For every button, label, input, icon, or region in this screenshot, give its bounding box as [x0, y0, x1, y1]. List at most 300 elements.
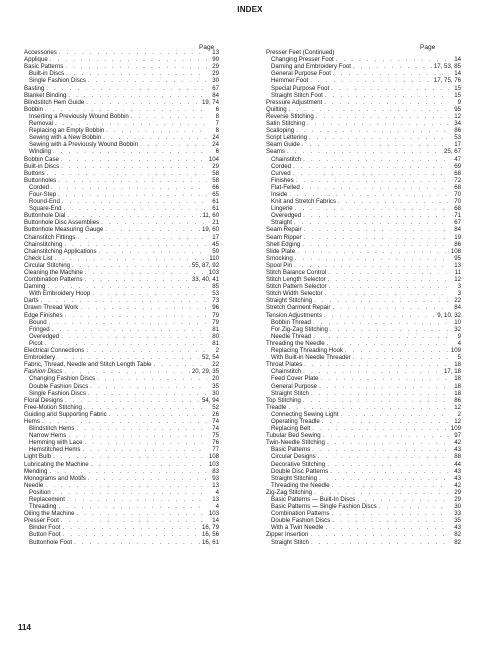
index-subentry	[24, 141, 219, 148]
entry-label: Removal	[29, 120, 54, 128]
index-entry	[266, 226, 461, 233]
dot-leader	[331, 85, 449, 92]
entry-page-ref: 7	[215, 120, 219, 128]
index-subentry	[266, 85, 461, 92]
index-subentry	[266, 411, 461, 418]
dot-leader	[85, 276, 190, 283]
entry-page-ref: 52	[212, 403, 219, 411]
index-entry	[24, 482, 219, 489]
dot-leader	[311, 539, 449, 546]
dot-leader	[296, 127, 449, 134]
entry-label: Fabric, Thread, Needle and Stitch Length Table	[24, 361, 152, 369]
entry-page-ref: 22	[212, 361, 219, 369]
entry-page-ref: 15	[454, 84, 461, 92]
entry-page-ref: 19, 74	[202, 98, 219, 106]
entry-label: Feed Cover Plate	[271, 375, 319, 383]
dot-leader	[61, 333, 207, 340]
index-entry	[24, 106, 219, 113]
entry-page-ref: 16, 61	[202, 538, 219, 546]
dot-leader	[289, 106, 449, 113]
entry-page-ref: 58	[212, 169, 219, 177]
index-subentry	[24, 205, 219, 212]
entry-label: Corded	[271, 162, 291, 170]
entry-label: Basic Patterns — Built-In Discs	[271, 496, 356, 503]
entry-label: Changing Presser Foot	[271, 56, 334, 64]
dot-leader	[293, 170, 449, 177]
page-number: 114	[18, 623, 31, 632]
entry-page-ref: 61	[212, 198, 219, 206]
index-entry	[24, 212, 219, 219]
index-entry	[24, 411, 219, 418]
dot-leader	[47, 283, 207, 290]
entry-label: Spool Pin	[266, 261, 293, 269]
dot-leader	[85, 269, 207, 276]
dot-leader	[88, 77, 207, 84]
entry-page-ref: 81	[212, 339, 219, 347]
dot-leader	[289, 191, 449, 198]
entry-page-ref: 84	[454, 226, 461, 234]
dot-leader	[63, 524, 201, 531]
dot-leader	[41, 297, 207, 304]
entry-page-ref: 90	[212, 56, 219, 64]
index-entry	[24, 297, 219, 304]
dot-leader	[325, 92, 449, 99]
index-subentry	[266, 418, 461, 425]
dot-leader	[54, 255, 207, 262]
header-spacer	[24, 42, 219, 49]
entry-page-ref: 29	[212, 70, 219, 78]
entry-page-ref: 35	[454, 517, 461, 525]
entry-page-ref: 6	[215, 105, 219, 113]
dot-leader	[65, 312, 207, 319]
entry-page-ref: 86	[454, 396, 461, 404]
dot-leader	[319, 383, 449, 390]
index-entry	[266, 290, 461, 297]
entry-page-ref: 32	[454, 325, 461, 333]
entry-page-ref: 13	[454, 261, 461, 269]
index-entry	[266, 49, 461, 56]
entry-page-ref: 52, 54	[202, 354, 219, 362]
entry-label: Combination Patterns	[271, 510, 330, 518]
header-spacer	[266, 42, 461, 49]
index-subentry	[266, 510, 461, 517]
dot-leader	[328, 276, 449, 283]
index-entry	[24, 262, 219, 269]
entry-page-ref: 88	[454, 453, 461, 461]
entry-label: Reverse Stitching	[266, 112, 314, 120]
dot-leader	[294, 262, 449, 269]
entry-label: Drawn Thread Work	[24, 304, 79, 312]
index-entry	[24, 397, 219, 404]
entry-page-ref: 74	[212, 417, 219, 425]
entry-label: Tubular Bed Sewing	[266, 432, 321, 440]
dot-leader	[295, 205, 449, 212]
index-subentry	[266, 326, 461, 333]
entry-label: Needle	[24, 481, 44, 489]
dot-leader	[105, 226, 200, 233]
entry-page-ref: 13	[212, 481, 219, 489]
dot-leader	[65, 397, 200, 404]
dot-leader	[332, 482, 449, 489]
index-entry	[24, 354, 219, 361]
entry-page-ref: 110	[209, 254, 219, 262]
entry-label: Bobbin Thread	[271, 318, 311, 326]
entry-label: Blindstitch Hems	[29, 425, 75, 433]
entry-page-ref: 4	[215, 503, 219, 511]
dot-leader	[59, 49, 207, 56]
index-entry	[24, 163, 219, 170]
index-entry	[24, 404, 219, 411]
dot-leader	[332, 510, 449, 517]
entry-page-ref: 67	[212, 84, 219, 92]
index-subentry	[24, 326, 219, 333]
dot-leader	[307, 120, 449, 127]
dot-leader	[316, 113, 449, 120]
entry-label: Pressure Adjustment	[266, 98, 323, 106]
entry-label: Threading the Needle	[271, 481, 330, 489]
entry-label: Replacing Threading Hook	[271, 347, 344, 355]
entry-label: Seams	[266, 148, 285, 156]
dot-leader	[304, 226, 449, 233]
index-subentry	[266, 475, 461, 482]
entry-label: Knit and Stretch Fabrics	[271, 198, 337, 206]
index-subentry	[266, 77, 461, 84]
entry-page-ref: 103	[208, 269, 219, 276]
entry-label: Buttonholes	[24, 176, 57, 184]
index-column-left	[24, 42, 219, 546]
index-subentry	[24, 77, 219, 84]
entry-label: Basic Patterns	[271, 446, 311, 454]
entry-page-ref: 13	[212, 496, 219, 503]
index-subentry	[266, 390, 461, 397]
entry-page-ref: 96	[212, 304, 219, 312]
dot-leader	[324, 312, 435, 319]
index-entry	[24, 312, 219, 319]
index-entry	[24, 368, 219, 375]
entry-page-ref: 79	[212, 318, 219, 326]
dot-leader	[65, 63, 207, 70]
index-entry	[24, 347, 219, 354]
entry-page-ref: 44	[454, 460, 461, 468]
entry-page-ref: 29	[212, 162, 219, 170]
dot-leader	[64, 241, 207, 248]
entry-label: Basting	[24, 84, 45, 92]
index-entry	[266, 361, 461, 368]
entry-label: Narrow Hems	[29, 432, 67, 440]
entry-label: Buttonhole Measuring Gauge	[24, 226, 104, 234]
index-entry	[266, 269, 461, 276]
dot-leader	[332, 304, 449, 311]
entry-label: Floral Designs	[24, 396, 63, 404]
dot-leader	[72, 262, 190, 269]
index-subentry	[24, 113, 219, 120]
entry-label: Corded	[29, 183, 49, 191]
index-entry	[24, 177, 219, 184]
index-subentry	[266, 368, 461, 375]
index-subentry	[266, 184, 461, 191]
index-subentry	[266, 383, 461, 390]
entry-label: Top Stitching	[266, 396, 301, 404]
index-entry	[24, 226, 219, 233]
entry-page-ref: 66	[212, 183, 219, 191]
entry-label: Darning and Embroidery Foot	[271, 63, 351, 71]
index-subentry	[266, 453, 461, 460]
entry-page-ref: 103	[208, 510, 219, 518]
index-subentry	[24, 198, 219, 205]
index-subentry	[24, 489, 219, 496]
index-entry	[24, 63, 219, 70]
entry-label: Blanket Binding	[24, 91, 67, 99]
index-entry	[266, 340, 461, 347]
index-subentry	[266, 212, 461, 219]
index-subentry	[24, 390, 219, 397]
entry-page-ref: 95	[454, 254, 461, 262]
entry-page-ref: 9	[457, 98, 461, 106]
dot-leader	[92, 290, 207, 297]
index-entry	[266, 432, 461, 439]
index-subentry	[266, 482, 461, 489]
index-entry	[266, 248, 461, 255]
entry-label: Edge Finishes	[24, 311, 63, 319]
page-column-header-left: Page	[199, 44, 215, 51]
entry-page-ref: 17, 75, 76	[433, 77, 461, 85]
entry-page-ref: 71	[454, 212, 461, 220]
entry-page-ref: 47	[454, 155, 461, 163]
index-entry	[266, 106, 461, 113]
dot-leader	[58, 177, 207, 184]
entry-label: Four-Step	[29, 190, 57, 198]
dot-leader	[63, 531, 201, 538]
entry-page-ref: 14	[212, 517, 219, 525]
dot-leader	[99, 248, 208, 255]
index-entry	[24, 99, 219, 106]
entry-label: Straight Stitch	[271, 389, 309, 397]
entry-page-ref: 68	[454, 205, 461, 213]
index-subentry	[24, 191, 219, 198]
index-entry	[24, 510, 219, 517]
entry-label: Presser Feet (Continued)	[266, 49, 335, 57]
entry-page-ref: 21	[212, 219, 219, 227]
index-subentry	[24, 340, 219, 347]
entry-page-ref: 30	[212, 389, 219, 397]
dot-leader	[45, 340, 207, 347]
dot-leader	[91, 461, 207, 468]
index-subentry	[266, 170, 461, 177]
index-entry	[266, 276, 461, 283]
entry-page-ref: 12	[454, 112, 461, 120]
entry-label: Seam Repair	[266, 226, 302, 234]
entry-label: Basic Patterns — Single Fashion Discs	[271, 503, 377, 511]
entry-page-ref: 17	[454, 141, 461, 149]
dot-leader	[312, 425, 449, 432]
dot-leader	[106, 127, 207, 134]
dot-leader	[45, 106, 207, 113]
dot-leader	[61, 163, 207, 170]
dot-leader	[379, 503, 449, 510]
entry-page-ref: 85	[212, 283, 219, 291]
entry-page-ref: 4	[457, 339, 461, 347]
index-subentry	[266, 461, 461, 468]
entry-page-ref: 81	[212, 325, 219, 333]
index-entry	[266, 404, 461, 411]
index-entry	[266, 113, 461, 120]
dot-leader	[68, 92, 207, 99]
dot-leader	[322, 418, 449, 425]
index-entry	[24, 156, 219, 163]
index-subentry	[266, 347, 461, 354]
entry-label: Buttons	[24, 169, 45, 177]
entry-label: Chainstitching Applications	[24, 247, 97, 255]
dot-leader	[310, 531, 449, 538]
entry-page-ref: 16, 56	[202, 531, 219, 539]
index-entry	[266, 304, 461, 311]
dot-leader	[296, 177, 449, 184]
entry-label: Single Fashion Discs	[29, 77, 86, 85]
index-subentry	[266, 539, 461, 546]
index-subentry	[266, 163, 461, 170]
entry-label: Shell Edging	[266, 240, 301, 248]
entry-label: Built-in Discs	[29, 70, 65, 78]
index-subentry	[24, 439, 219, 446]
dot-leader	[77, 234, 207, 241]
entry-page-ref: 97	[454, 432, 461, 440]
entry-label: Operating Treadle	[271, 417, 320, 425]
entry-label: Built-in Discs	[24, 162, 60, 170]
dot-leader	[297, 248, 449, 255]
entry-label: Curved	[271, 169, 291, 177]
index-entry	[266, 99, 461, 106]
entry-page-ref: 103	[208, 460, 219, 468]
entry-page-ref: 70	[454, 190, 461, 198]
entry-page-ref: 12	[454, 417, 461, 425]
entry-label: Darning	[24, 283, 46, 291]
dot-leader	[319, 475, 449, 482]
entry-label: Decorative Stitching	[271, 460, 326, 468]
entry-label: Embroidery	[24, 354, 56, 362]
dot-leader	[131, 113, 207, 120]
dot-leader	[52, 326, 207, 333]
dot-leader	[327, 461, 449, 468]
index-entry	[266, 148, 461, 155]
entry-label: Electrical Connections	[24, 347, 85, 355]
entry-label: Straight Stitch Foot	[271, 91, 323, 99]
entry-page-ref: 29	[212, 63, 219, 71]
dot-leader	[303, 397, 449, 404]
entry-label: General Purpose Foot	[271, 70, 331, 78]
dot-leader	[53, 453, 207, 460]
entry-label: Guiding and Supporting Fabric	[24, 410, 107, 418]
index-entry	[266, 489, 461, 496]
index-subentry	[24, 432, 219, 439]
entry-label: Special Purpose Foot	[271, 84, 330, 92]
entry-label: Single Fashion Discs	[29, 389, 86, 397]
entry-label: Inserting a Previously Wound Bobbin	[29, 112, 129, 120]
dot-leader	[287, 148, 442, 155]
entry-label: Position	[29, 488, 51, 496]
entry-label: Sewing with a Previously Wound Bobbin	[29, 141, 138, 149]
entry-page-ref: 53	[212, 290, 219, 298]
entry-label: Basic Patterns	[24, 63, 64, 71]
index-entry	[266, 439, 461, 446]
dot-leader	[303, 212, 449, 219]
entry-page-ref: 108	[450, 247, 461, 255]
dot-leader	[67, 496, 207, 503]
entry-label: Oiling the Machine	[24, 510, 75, 518]
index-entry	[24, 468, 219, 475]
index-subentry	[266, 63, 461, 70]
entry-page-ref: 18	[454, 382, 461, 390]
entry-label: Seam Ripper	[266, 233, 302, 241]
entry-page-ref: 68	[454, 169, 461, 177]
dot-leader	[303, 156, 449, 163]
entry-page-ref: 11	[454, 269, 461, 276]
entry-label: Twin-Needle Stitching	[266, 439, 325, 447]
dot-leader	[45, 482, 207, 489]
entry-page-ref: 55, 87, 92	[191, 261, 219, 269]
entry-page-ref: 10	[454, 318, 461, 326]
entry-page-ref: 45	[212, 240, 219, 248]
entry-label: Flat-Felled	[271, 183, 300, 191]
index-entry	[266, 127, 461, 134]
entry-label: Button Foot	[29, 531, 61, 539]
dot-leader	[88, 390, 207, 397]
entry-label: Straight Stitching	[271, 474, 318, 482]
index-entry	[266, 283, 461, 290]
entry-label: Double Fashion Discs	[271, 517, 331, 525]
index-entry	[24, 255, 219, 262]
entry-label: General Purpose	[271, 382, 318, 390]
index-subentry	[266, 354, 461, 361]
index-entry	[266, 312, 461, 319]
entry-page-ref: 12	[454, 276, 461, 284]
dot-leader	[313, 333, 449, 340]
entry-label: Zipper Insertion	[266, 531, 309, 539]
entry-label: Hemming with Lace	[29, 439, 83, 447]
entry-page-ref: 15	[454, 91, 461, 99]
dot-leader	[323, 432, 449, 439]
entry-label: Fashion Discs	[24, 368, 63, 376]
index-entry	[24, 517, 219, 524]
index-subentry	[24, 446, 219, 453]
index-subentry	[266, 205, 461, 212]
dot-leader	[49, 319, 207, 326]
dot-leader	[101, 219, 207, 226]
index-subentry	[266, 191, 461, 198]
entry-page-ref: 4	[215, 488, 219, 496]
index-entry	[266, 397, 461, 404]
entry-page-ref: 3	[457, 283, 461, 291]
entry-page-ref: 93	[212, 474, 219, 482]
entry-page-ref: 104	[208, 155, 219, 163]
dot-leader	[76, 510, 206, 517]
index-subentry	[266, 70, 461, 77]
entry-page-ref: 30	[212, 77, 219, 85]
index-entry	[24, 219, 219, 226]
dot-leader	[74, 539, 200, 546]
entry-page-ref: 24	[212, 134, 219, 142]
index-subentry	[266, 496, 461, 503]
entry-page-ref: 18	[454, 375, 461, 383]
entry-page-ref: 8	[215, 127, 219, 135]
dot-leader	[68, 432, 207, 439]
dot-leader	[51, 184, 207, 191]
dot-leader	[312, 446, 449, 453]
entry-label: Needle Thread	[271, 332, 312, 340]
dot-leader	[338, 198, 449, 205]
entry-label: Finishes	[271, 176, 294, 184]
entry-label: Circular Designs	[271, 453, 316, 461]
entry-page-ref: 18	[454, 389, 461, 397]
